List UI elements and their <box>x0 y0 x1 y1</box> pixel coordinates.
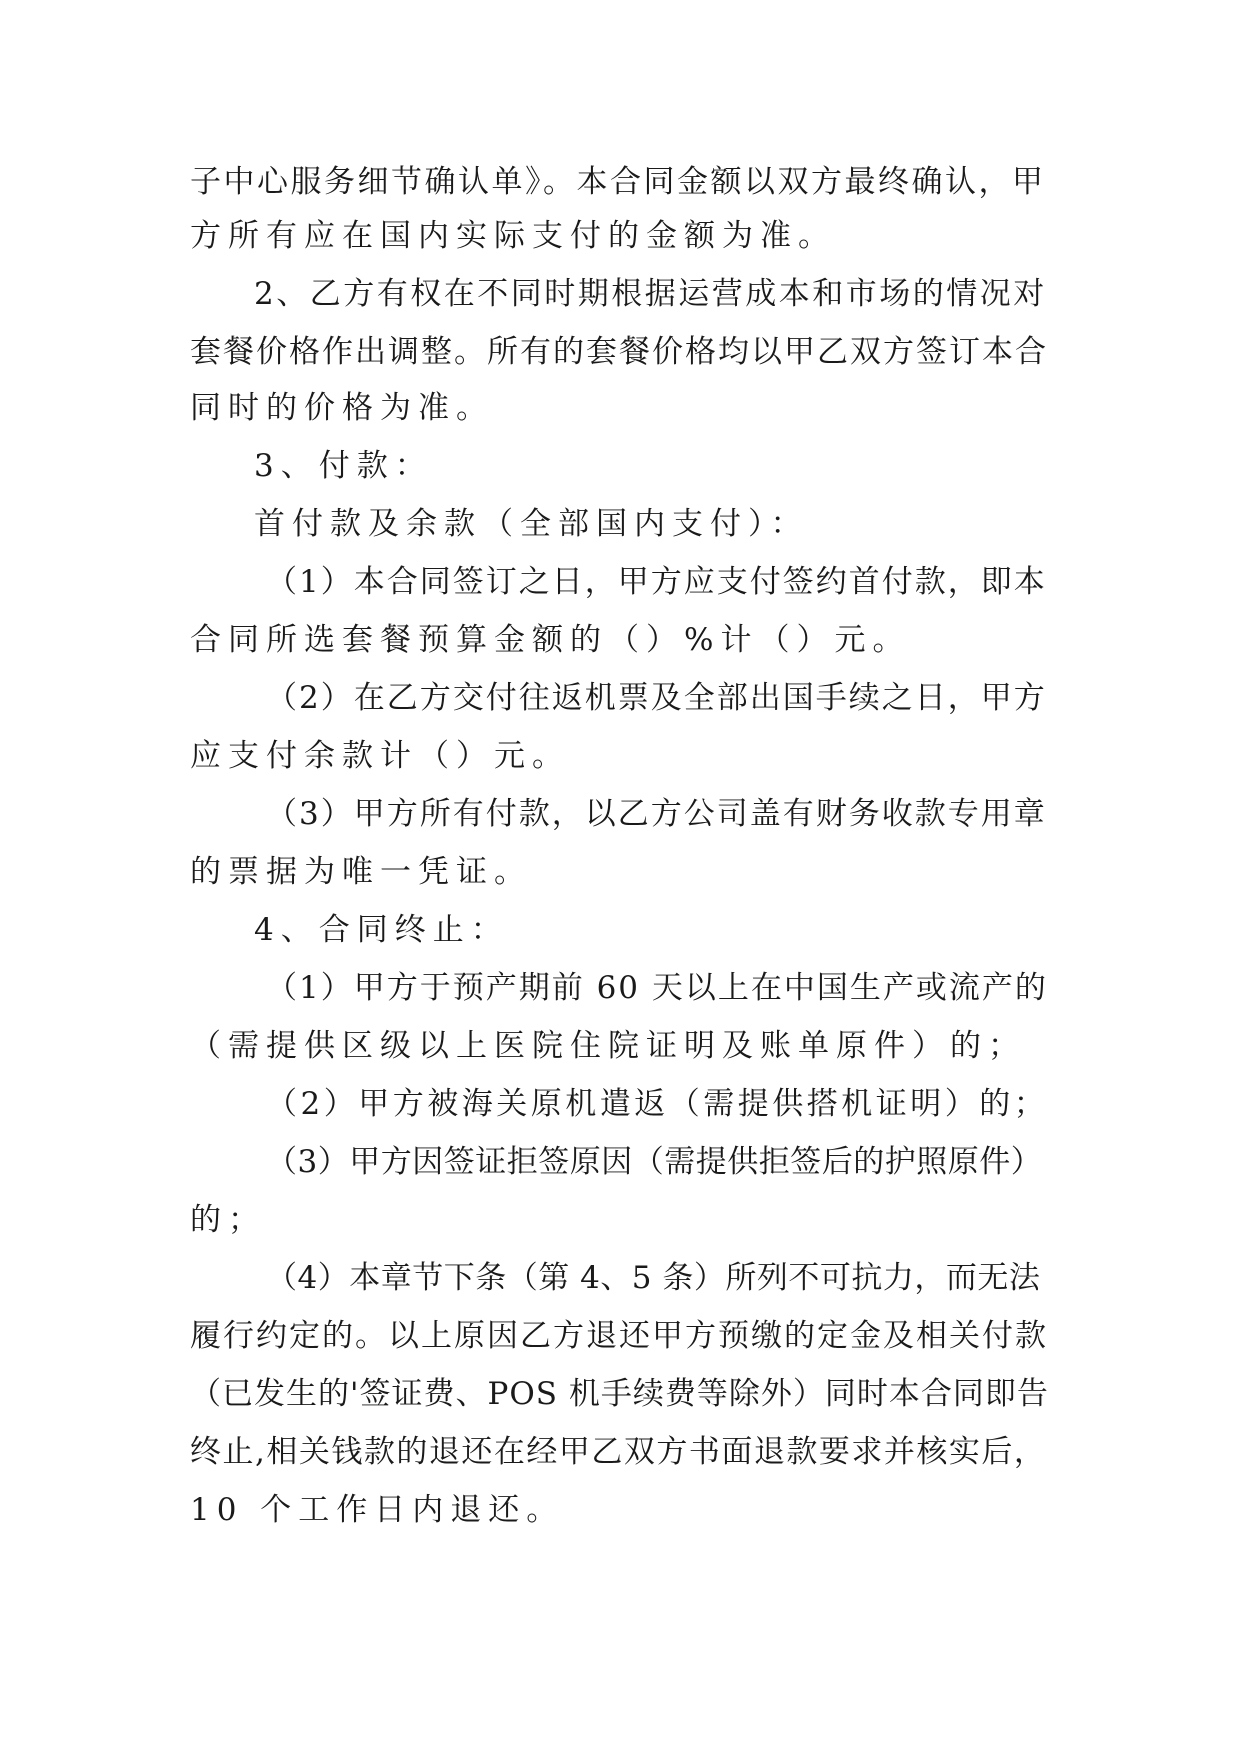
text-line: 终止,相关钱款的退还在经甲乙双方书面退款要求并核实后， <box>190 1434 1047 1470</box>
text-line: （1）甲方于预产期前 60 天以上在中国生产或流产的 <box>266 970 1048 1006</box>
text-line: （1）本合同签订之日，甲方应支付签约首付款，即本 <box>266 564 1047 600</box>
text-line: 2、乙方有权在不同时期根据运营成本和市场的情况对 <box>254 276 1047 312</box>
text-line: 首付款及余款（全部国内支付）： <box>254 506 809 542</box>
text-line: 方所有应在国内实际支付的金额为准。 <box>190 218 836 254</box>
text-line: 套餐价格作出调整。所有的套餐价格均以甲乙双方签订本合 <box>190 334 1048 370</box>
text-line: 子中心服务细节确认单》。本合同金额以双方最终确认，甲 <box>190 164 1046 200</box>
text-line: 3、付款： <box>254 448 433 484</box>
text-line: （2）在乙方交付往返机票及全部出国手续之日，甲方 <box>266 680 1047 716</box>
text-line: 4、合同终止： <box>254 912 509 948</box>
text-line: 同时的价格为准。 <box>190 390 494 426</box>
text-line: （已发生的'签证费、POS 机手续费等除外）同时本合同即告 <box>190 1376 1049 1412</box>
text-line: （2）甲方被海关原机遣返（需提供搭机证明）的； <box>266 1086 1049 1122</box>
text-line: 10 个工作日内退还。 <box>190 1492 565 1528</box>
text-line: 的票据为唯一凭证。 <box>190 854 532 890</box>
text-line: （4）本章节下条（第 4、5 条）所列不可抗力，而无法 <box>266 1260 1041 1296</box>
text-line: 应支付余款计（）元。 <box>190 738 570 774</box>
text-line: 的； <box>190 1202 266 1238</box>
text-line: （3）甲方所有付款，以乙方公司盖有财务收款专用章 <box>266 796 1047 832</box>
text-line: 合同所选套餐预算金额的（）%计（）元。 <box>190 622 911 658</box>
text-line: 履行约定的。以上原因乙方退还甲方预缴的定金及相关付款 <box>190 1318 1048 1354</box>
text-line: （需提供区级以上医院住院证明及账单原件）的； <box>190 1028 1026 1064</box>
text-line: （3）甲方因签证拒签原因（需提供拒签后的护照原件） <box>266 1144 1043 1180</box>
